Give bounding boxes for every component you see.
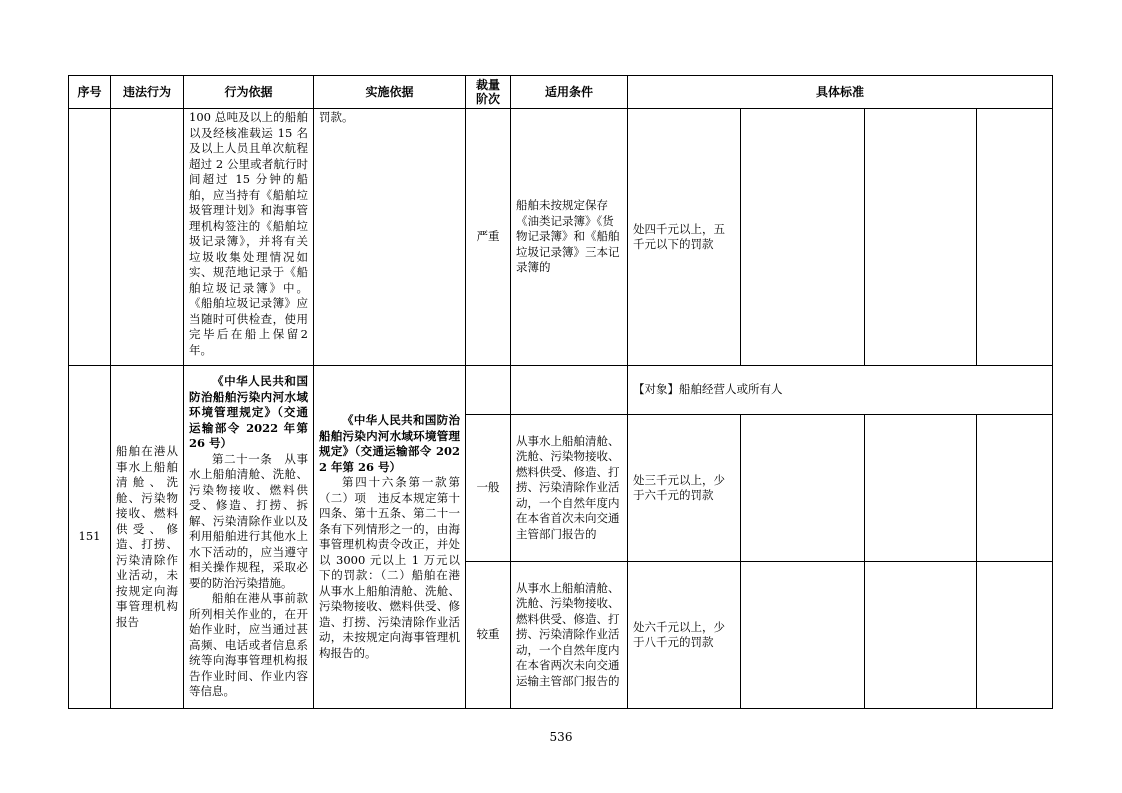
penalty-standards-table xyxy=(68,75,1053,709)
header-level-line1: 裁量 xyxy=(475,78,500,92)
row151-target-condition-cell xyxy=(511,366,628,415)
header-serial-number: 序号 xyxy=(69,76,111,109)
table-header-row xyxy=(69,76,1053,109)
empty-cell xyxy=(741,109,865,366)
header-specific-standards: 具体标准 xyxy=(628,76,1053,109)
row151-standard-general: 处三千元以上，少于六千元的罚款 xyxy=(628,415,741,562)
table-row-151-target xyxy=(69,366,1053,415)
table-row-continued xyxy=(69,109,1053,366)
row151-basis-title: 《中华人民共和国防治船舶污染内河水域环境管理规定》（交通运输部令 2022 年第 26 号） xyxy=(189,374,308,451)
empty-cell xyxy=(977,562,1053,709)
row151-serial-number: 151 xyxy=(69,366,111,709)
empty-cell xyxy=(977,109,1053,366)
empty-cell xyxy=(741,415,865,562)
empty-cell xyxy=(865,562,977,709)
page-number: 536 xyxy=(549,730,573,744)
cont-serial-cell xyxy=(69,109,111,366)
header-legal-basis: 行为依据 xyxy=(184,76,314,109)
row151-standard-serious: 处六千元以上，少于八千元的罚款 xyxy=(628,562,741,709)
header-applicable-conditions: 适用条件 xyxy=(511,76,628,109)
row151-basis-para1: 第二十一条 从事水上船舶清舱、洗舱、污染物接收、燃料供受、修造、打捞、拆解、污染清除作业以及利用船舶进行其他水上水下活动的，应当遵守相关操作规程，采取必要的防治污染措施。 xyxy=(189,451,308,590)
empty-cell xyxy=(741,562,865,709)
row151-violation: 船舶在港从事水上船舶清舱、洗舱、污染物接收、燃料供受、修造、打捞、污染清除作业活动，未按规定向海事管理机构报告 xyxy=(111,366,184,709)
cont-violation-cell xyxy=(111,109,184,366)
row151-basis-para2: 船舶在港从事前款所列相关作业的，在开始作业时，应当通过甚高频、电话或者信息系统等向海事管理机构报告作业时间、作业内容等信息。 xyxy=(189,591,308,699)
header-level-line2: 阶次 xyxy=(475,92,500,106)
cont-standard: 处四千元以上，五千元以下的罚款 xyxy=(628,109,741,366)
row151-target-level-cell xyxy=(466,366,511,415)
header-discretion-level xyxy=(466,76,511,109)
row151-condition-serious: 从事水上船舶清舱、洗舱、污染物接收、燃料供受、修造、打捞、污染清除作业活动，一个自然年度内在本省两次未向交通运输主管部门报告的 xyxy=(511,562,628,709)
cont-level: 严重 xyxy=(466,109,511,366)
empty-cell xyxy=(865,109,977,366)
row151-impl-para: 第四十六条第一款第（二）项 违反本规定第十四条、第十五条、第二十一条有下列情形之一的，由海事管理机构责令改正，并处以 3000 元以上 1 万元以下的罚款：（二）船舶在港从事水上船舶清舱、洗舱、污染物接收、燃料供受、修造、打捞、污染清除作业活动，未按规定向海事管理机构报告的。 xyxy=(319,475,460,660)
cont-implementation-text: 罚款。 xyxy=(314,109,466,366)
row151-level-serious: 较重 xyxy=(466,562,511,709)
row151-target: 【对象】船舶经营人或所有人 xyxy=(628,366,1053,415)
row151-impl-title: 《中华人民共和国防治船舶污染内河水域环境管理规定》（交通运输部令 2022 年第 26 号） xyxy=(319,413,460,474)
cont-legal-basis-text: 100 总吨及以上的船舶以及经核准载运 15 名及以上人员且单次航程超过 2 公里或者航行时间超过 15 分钟的船舶，应当持有《船舶垃圾管理计划》和海事管理机构签注的《船舶垃圾记录簿》，并将有关垃圾收集处理情况如实、规范地记录于《船舶垃圾记录簿》中。《船舶垃圾记录簿》应当随时可供检查，使用完毕后在船上保留2 年。 xyxy=(184,109,314,366)
header-violation: 违法行为 xyxy=(111,76,184,109)
empty-cell xyxy=(865,415,977,562)
empty-cell xyxy=(977,415,1053,562)
row151-level-general: 一般 xyxy=(466,415,511,562)
cont-condition: 船舶未按规定保存《油类记录簿》《货物记录簿》和《船舶垃圾记录簿》三本记录簿的 xyxy=(511,109,628,366)
row151-legal-basis xyxy=(184,366,314,709)
row151-implementation-basis xyxy=(314,366,466,709)
row151-condition-general: 从事水上船舶清舱、洗舱、污染物接收、燃料供受、修造、打捞、污染清除作业活动，一个自然年度内在本省首次未向交通主管部门报告的 xyxy=(511,415,628,562)
header-implementation-basis: 实施依据 xyxy=(314,76,466,109)
